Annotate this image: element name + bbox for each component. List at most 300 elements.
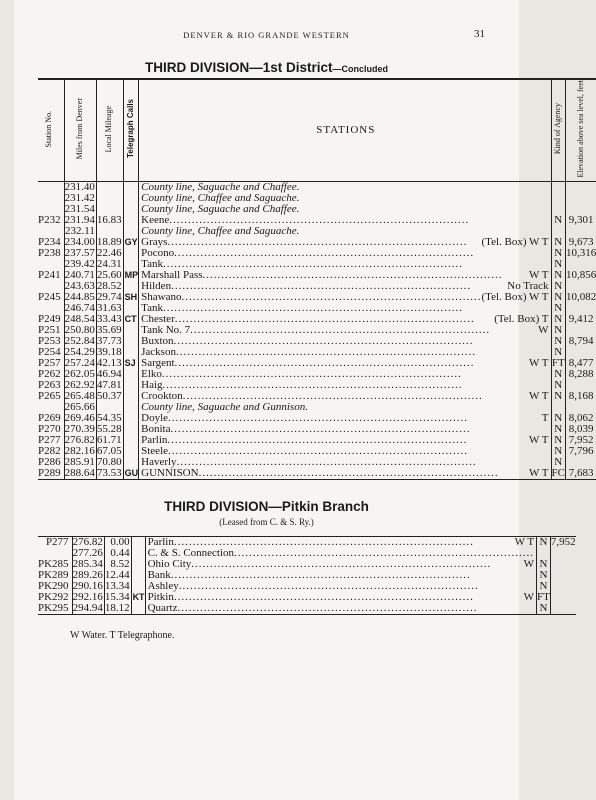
miles-from-denver: 231.40 <box>64 180 95 193</box>
station-name-cell <box>139 369 551 380</box>
local-mileage: 33.43 <box>96 312 122 325</box>
station-name-cell <box>139 303 551 314</box>
station-number: P251 <box>38 325 64 336</box>
kind-of-agency <box>551 402 565 413</box>
station-name: Marshall Pass <box>141 268 203 281</box>
station-name: Haig <box>141 378 163 391</box>
station-name-cell <box>139 424 551 435</box>
local-mileage: 61.71 <box>96 433 122 446</box>
telegraph-call <box>123 413 139 424</box>
kind-of-agency: N <box>551 413 565 424</box>
col-header-telegraph-calls: Telegraph Calls <box>126 99 136 159</box>
county-line-note: County line, Chaffee and Saguache. <box>141 224 300 237</box>
col-header-station-no: Station No. <box>44 110 54 147</box>
table-row <box>38 468 596 480</box>
local-mileage: 0.00 <box>104 537 131 549</box>
miles-from-denver: 248.54 <box>64 312 95 325</box>
elevation <box>565 281 596 292</box>
elevation: 9,301 <box>568 213 594 226</box>
station-codes <box>549 446 551 457</box>
local-mileage: 18.12 <box>104 602 130 614</box>
station-name: Chester <box>141 312 175 325</box>
table-row <box>38 226 596 237</box>
kind-of-agency: N <box>551 270 565 281</box>
local-mileage: 24.31 <box>96 257 122 270</box>
station-codes <box>549 457 551 468</box>
station-entry <box>141 303 550 314</box>
station-name-cell <box>139 446 551 457</box>
elevation <box>565 181 596 193</box>
station-name: Bonita <box>141 422 171 435</box>
table-row <box>38 402 596 413</box>
dot-leader: ................................................................................ <box>191 558 492 570</box>
miles-from-denver: 289.26 <box>72 569 103 581</box>
table-row <box>38 325 596 336</box>
station-name: Ashley <box>147 580 179 592</box>
dot-leader: ................................................................................ <box>178 580 479 592</box>
telegraph-call: SH <box>124 291 138 302</box>
dot-leader: ................................................................................ <box>161 367 462 380</box>
station-entry <box>141 270 550 281</box>
station-name: Parlin <box>147 536 174 548</box>
kind-of-agency: N <box>537 570 551 581</box>
table-row <box>38 446 596 457</box>
table-row <box>38 292 596 303</box>
station-name: Hilden <box>141 279 172 292</box>
station-codes: (Tel. Box) W T <box>481 290 549 303</box>
table-row <box>38 369 596 380</box>
station-name-cell <box>139 281 551 292</box>
station-name-cell <box>139 226 551 237</box>
telegraph-call <box>123 457 139 468</box>
elevation: 8,039 <box>568 422 594 435</box>
station-name: Quartz <box>147 602 178 614</box>
station-entry <box>141 314 550 325</box>
station-name: C. & S. Connection <box>147 547 235 559</box>
local-mileage: 50.37 <box>96 389 122 402</box>
station-entry <box>141 468 550 479</box>
station-entry <box>141 292 550 303</box>
station-entry <box>141 457 550 468</box>
dot-leader: ................................................................................ <box>162 301 463 314</box>
station-number: PK289 <box>38 570 72 581</box>
miles-from-denver: 276.82 <box>64 433 95 446</box>
station-codes: W T <box>529 356 549 369</box>
table-row <box>38 424 596 435</box>
station-number: P245 <box>38 292 64 303</box>
kind-of-agency <box>551 193 565 204</box>
station-codes <box>534 570 536 581</box>
station-name-cell <box>139 402 551 413</box>
station-number: P265 <box>38 391 64 402</box>
station-number: P286 <box>38 457 64 468</box>
station-number <box>38 402 64 413</box>
table-row <box>38 413 596 424</box>
table-row <box>38 270 596 281</box>
telegraph-call <box>123 424 139 435</box>
station-codes: W <box>538 323 549 336</box>
table-row <box>38 259 596 270</box>
elevation <box>550 592 575 603</box>
kind-of-agency <box>551 226 565 237</box>
station-codes <box>549 380 551 391</box>
kind-of-agency: N <box>551 457 565 468</box>
miles-from-denver: 262.05 <box>64 367 95 380</box>
dot-leader: ................................................................................ <box>174 356 475 369</box>
miles-from-denver: 288.64 <box>64 466 95 479</box>
station-codes <box>534 581 536 592</box>
miles-from-denver: 269.46 <box>64 411 95 424</box>
col-header-stations: STATIONS <box>139 79 551 181</box>
station-name-cell <box>139 413 551 424</box>
station-number <box>38 181 64 193</box>
section2-table <box>38 536 576 615</box>
table-row <box>38 358 596 369</box>
station-name-cell <box>145 603 536 615</box>
station-name: Steele <box>141 444 169 457</box>
local-mileage: 25.60 <box>96 268 122 281</box>
telegraph-call <box>131 548 145 559</box>
local-mileage <box>96 181 123 193</box>
elevation <box>565 259 596 270</box>
station-name: Tank No. 7 <box>141 323 191 336</box>
station-entry <box>141 413 550 424</box>
miles-from-denver: 250.80 <box>64 323 95 336</box>
station-codes: (Tel. Box) W T <box>481 235 549 248</box>
station-codes: W T <box>514 536 535 548</box>
elevation <box>550 548 575 559</box>
station-number: P270 <box>38 424 64 435</box>
telegraph-call: MP <box>124 269 139 280</box>
telegraph-call: CT <box>124 313 137 324</box>
dot-leader: ................................................................................ <box>168 444 469 457</box>
col-header-miles: Miles from Denver <box>74 98 84 160</box>
table-row <box>38 248 596 259</box>
kind-of-agency: N <box>551 391 565 402</box>
station-name: Tank <box>141 301 163 314</box>
local-mileage: 0.44 <box>104 548 131 559</box>
table-row <box>38 435 596 446</box>
station-number: P263 <box>38 380 64 391</box>
station-number: P277 <box>38 537 72 549</box>
station-number: P277 <box>38 435 64 446</box>
elevation <box>565 193 596 204</box>
local-mileage: 73.53 <box>96 466 122 479</box>
station-name-cell <box>139 380 551 391</box>
miles-from-denver: 240.71 <box>64 268 95 281</box>
station-number: PK290 <box>38 581 72 592</box>
miles-from-denver: 237.57 <box>64 246 95 259</box>
kind-of-agency: N <box>551 380 565 391</box>
kind-of-agency: N <box>537 537 551 549</box>
station-codes: W T <box>529 433 549 446</box>
station-name-cell <box>139 248 551 259</box>
local-mileage: 70.80 <box>96 455 122 468</box>
kind-of-agency: N <box>537 559 551 570</box>
station-name-cell <box>139 204 551 215</box>
kind-of-agency: FC <box>551 466 565 479</box>
station-name: Bank <box>147 569 171 581</box>
miles-from-denver: 244.85 <box>64 290 95 303</box>
section1-title-main: THIRD DIVISION—1st District <box>144 60 333 75</box>
telegraph-call <box>123 181 139 193</box>
miles-from-denver: 282.16 <box>64 444 95 457</box>
station-number: PK295 <box>38 603 72 615</box>
miles-from-denver: 265.66 <box>64 400 95 413</box>
county-line-note: County line, Saguache and Gunnison. <box>141 400 308 413</box>
telegraph-call <box>123 369 139 380</box>
dot-leader: ................................................................................ <box>162 257 463 270</box>
station-codes: T <box>541 411 549 424</box>
station-number: PK292 <box>38 592 72 603</box>
elevation: 7,796 <box>568 444 594 457</box>
kind-of-agency: FT <box>537 591 550 603</box>
station-number: P257 <box>38 358 64 369</box>
station-name-cell <box>139 259 551 270</box>
station-name: Pocono <box>141 246 175 259</box>
station-number: P253 <box>38 336 64 347</box>
table-row <box>38 303 596 314</box>
telegraph-call <box>123 204 139 215</box>
miles-from-denver: 257.24 <box>64 356 95 369</box>
station-codes: W T <box>529 268 549 281</box>
elevation <box>565 303 596 314</box>
dot-leader: ................................................................................ <box>169 213 470 226</box>
table-row <box>38 336 596 347</box>
station-entry <box>141 435 550 446</box>
running-header: DENVER & RIO GRANDE WESTERN <box>183 30 350 40</box>
station-codes <box>534 548 536 559</box>
station-name-cell <box>139 270 551 281</box>
dot-leader: ................................................................................ <box>168 411 469 424</box>
table-row <box>38 380 596 391</box>
local-mileage: 15.34 <box>104 591 130 603</box>
telegraph-call <box>123 446 139 457</box>
kind-of-agency: N <box>551 237 565 248</box>
local-mileage: 42.13 <box>96 356 122 369</box>
miles-from-denver: 290.16 <box>72 580 103 592</box>
telegraph-call <box>123 193 139 204</box>
section2-subtitle: (Leased from C. & S. Ry.) <box>219 517 314 527</box>
elevation <box>550 559 575 570</box>
station-number: P269 <box>38 413 64 424</box>
station-name-cell <box>139 457 551 468</box>
station-number: P241 <box>38 270 64 281</box>
telegraph-call <box>123 402 139 413</box>
kind-of-agency: N <box>551 259 565 270</box>
miles-from-denver: 294.94 <box>72 602 103 614</box>
dot-leader: ................................................................................ <box>171 279 472 292</box>
station-name-cell <box>139 237 551 248</box>
local-mileage: 55.28 <box>96 422 122 435</box>
miles-from-denver: 231.42 <box>64 191 95 204</box>
table-row <box>38 181 596 193</box>
station-entry <box>141 369 550 380</box>
local-mileage: 54.35 <box>96 411 122 424</box>
elevation: 8,477 <box>568 356 594 369</box>
telegraph-call <box>131 603 145 615</box>
dot-leader: ................................................................................ <box>202 268 503 281</box>
station-entry <box>141 358 550 369</box>
county-line-note: County line, Saguache and Chaffee. <box>141 180 300 193</box>
station-codes: No Track <box>507 279 549 292</box>
station-name-cell <box>139 435 551 446</box>
section2-title: THIRD DIVISION—Pitkin Branch <box>164 499 369 514</box>
table-row <box>38 314 596 325</box>
miles-from-denver: 231.94 <box>64 213 95 226</box>
county-line-note: County line, Saguache and Chaffee. <box>141 202 300 215</box>
dot-leader: ................................................................................ <box>175 345 476 358</box>
section1-title <box>14 60 519 75</box>
station-codes <box>549 215 551 226</box>
col-header-agency: Kind of Agency <box>553 103 563 155</box>
station-name: Doyle <box>141 411 169 424</box>
local-mileage: 37.73 <box>96 334 122 347</box>
station-name: Elko <box>141 367 162 380</box>
station-number <box>38 226 64 237</box>
miles-from-denver: 243.63 <box>64 279 95 292</box>
station-entry <box>141 380 550 391</box>
elevation <box>550 570 575 581</box>
elevation: 9,673 <box>568 235 594 248</box>
station-number <box>38 281 64 292</box>
miles-from-denver: 232.11 <box>65 224 95 237</box>
dot-leader: ................................................................................ <box>162 378 463 391</box>
local-mileage: 28.52 <box>96 279 122 292</box>
local-mileage: 39.18 <box>96 345 122 358</box>
dot-leader: ................................................................................ <box>173 591 474 603</box>
station-entry <box>141 325 550 336</box>
telegraph-call <box>123 226 139 237</box>
dot-leader: ................................................................................ <box>173 536 474 548</box>
dot-leader: ................................................................................ <box>234 547 535 559</box>
elevation: 9,412 <box>568 312 594 325</box>
station-number: P232 <box>38 215 64 226</box>
dot-leader: ................................................................................ <box>177 602 478 614</box>
station-entry <box>141 237 550 248</box>
miles-from-denver: 270.39 <box>64 422 95 435</box>
telegraph-call: KT <box>132 592 145 602</box>
station-codes: W <box>523 558 535 570</box>
table-row <box>38 237 596 248</box>
station-name: Haverly <box>141 455 177 468</box>
table-row <box>38 603 576 615</box>
kind-of-agency: N <box>551 446 565 457</box>
table-row <box>38 281 596 292</box>
dot-leader: ................................................................................ <box>167 235 468 248</box>
table-row <box>38 204 596 215</box>
elevation <box>550 603 575 615</box>
station-name-cell <box>139 358 551 369</box>
station-codes <box>549 347 551 358</box>
station-number <box>38 193 64 204</box>
station-name: Grays <box>141 235 168 248</box>
station-number: P238 <box>38 248 64 259</box>
elevation <box>565 204 596 215</box>
kind-of-agency: N <box>551 325 565 336</box>
station-name-cell <box>139 347 551 358</box>
elevation: 7,952 <box>550 536 576 548</box>
miles-from-denver: 276.82 <box>72 536 103 548</box>
dot-leader: ................................................................................ <box>170 569 471 581</box>
elevation: 8,794 <box>568 334 594 347</box>
kind-of-agency: N <box>551 281 565 292</box>
station-entry <box>141 424 550 435</box>
dot-leader: ................................................................................ <box>174 312 475 325</box>
station-name-cell <box>139 468 551 480</box>
dot-leader: ................................................................................ <box>176 455 477 468</box>
local-mileage <box>96 204 123 215</box>
county-line-note: County line, Chaffee and Saguache. <box>141 191 300 204</box>
local-mileage: 29.74 <box>96 290 122 303</box>
station-number: P234 <box>38 237 64 248</box>
station-name-cell <box>139 292 551 303</box>
station-codes <box>549 248 551 259</box>
telegraph-call <box>131 559 145 570</box>
station-name: Sargent <box>141 356 175 369</box>
table-row <box>38 215 596 226</box>
miles-from-denver: 246.74 <box>64 301 95 314</box>
local-mileage <box>96 402 123 413</box>
local-mileage <box>96 226 123 237</box>
local-mileage: 16.83 <box>96 213 122 226</box>
telegraph-call <box>123 281 139 292</box>
local-mileage: 31.63 <box>96 301 122 314</box>
local-mileage: 67.05 <box>96 444 122 457</box>
table-header-row <box>38 79 596 181</box>
elevation: 7,683 <box>568 466 594 479</box>
station-name-cell <box>139 314 551 325</box>
dot-leader: ................................................................................ <box>182 389 483 402</box>
station-name: Buxton <box>141 334 174 347</box>
kind-of-agency: N <box>551 347 565 358</box>
station-name-cell <box>139 336 551 347</box>
kind-of-agency <box>551 204 565 215</box>
table-row <box>38 193 596 204</box>
station-entry <box>141 259 550 270</box>
station-number: P254 <box>38 347 64 358</box>
telegraph-call <box>131 537 145 549</box>
dot-leader: ................................................................................ <box>181 290 482 303</box>
footnote-legend: W Water. T Telegraphone. <box>70 630 175 641</box>
station-codes: W T <box>529 466 549 479</box>
station-entry <box>141 281 550 292</box>
telegraph-call <box>123 435 139 446</box>
telegraph-call <box>123 336 139 347</box>
station-name: Pitkin <box>147 591 174 603</box>
telegraph-call <box>123 259 139 270</box>
elevation <box>565 380 596 391</box>
telegraph-call <box>123 248 139 259</box>
station-entry <box>141 336 550 347</box>
miles-from-denver: 252.84 <box>64 334 95 347</box>
station-number: P289 <box>38 468 64 480</box>
dot-leader: ................................................................................ <box>190 323 491 336</box>
dot-leader: ................................................................................ <box>167 433 468 446</box>
local-mileage: 35.69 <box>96 323 122 336</box>
section1-title-suffix: —Concluded <box>332 64 389 74</box>
local-mileage: 47.81 <box>96 378 122 391</box>
miles-from-denver: 292.16 <box>72 591 103 603</box>
elevation: 10,316 <box>565 246 596 259</box>
kind-of-agency: N <box>551 248 565 259</box>
telegraph-call <box>123 215 139 226</box>
telegraph-call <box>131 570 145 581</box>
page-number: 31 <box>474 28 485 40</box>
kind-of-agency <box>551 181 565 193</box>
dot-leader: ................................................................................ <box>173 334 474 347</box>
local-mileage: 12.44 <box>104 569 130 581</box>
